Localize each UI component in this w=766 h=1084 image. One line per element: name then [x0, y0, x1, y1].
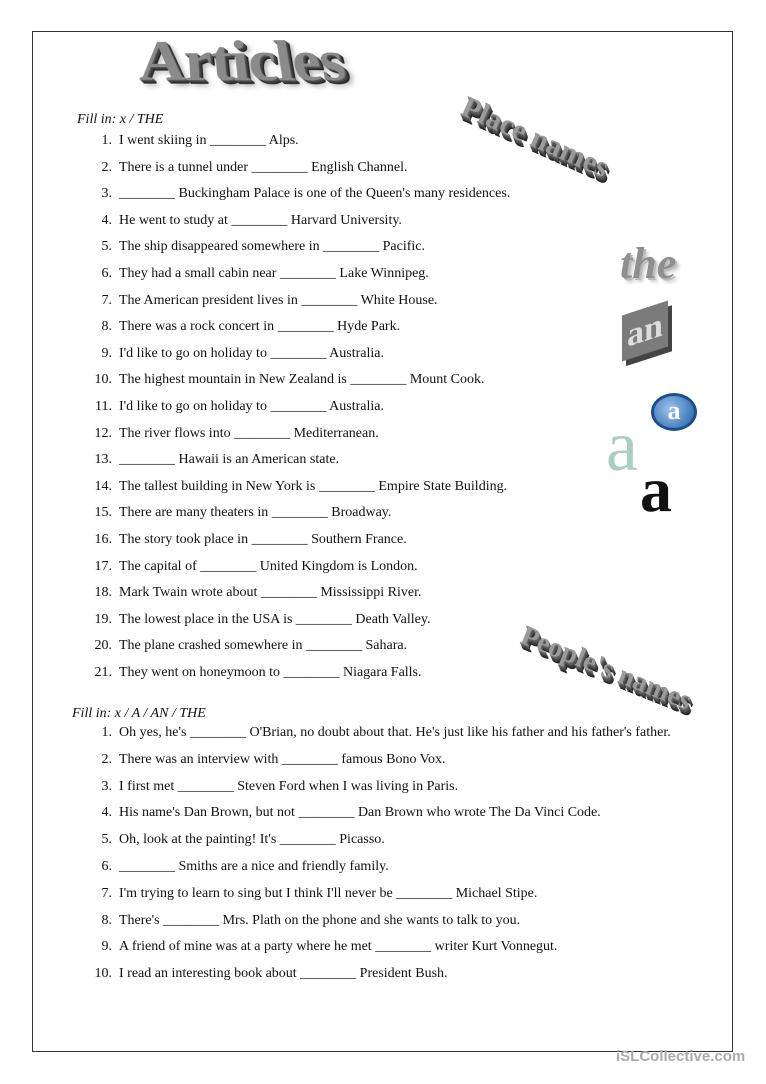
- an-wordart: an: [622, 301, 668, 362]
- exercise-item: 5. The ship disappeared somewhere in ________ Pacific.: [101, 239, 425, 255]
- exercise-sentence: The ship disappeared somewhere in ________ Pacific.: [119, 239, 425, 255]
- exercise-item: 8. There's ________ Mrs. Plath on the phone and she wants to talk to you.: [101, 912, 521, 928]
- section1-instruction: Fill in: x / THE: [77, 112, 164, 127]
- exercise-item: 16. The story took place in ________ Southern France.: [94, 531, 407, 547]
- peoples-names-wordart: People's names: [516, 620, 697, 717]
- exercise-sentence: ________ Hawaii is an American state.: [119, 452, 340, 468]
- exercise-item: 13. ________ Hawaii is an American state.: [94, 452, 340, 468]
- exercise-sentence: There is a tunnel under ________ English Channel.: [119, 159, 408, 175]
- exercise-item: 6. ________ Smiths are a nice and friendly family.: [101, 858, 389, 874]
- exercise-sentence: I'm trying to learn to sing but I think I'll never be ________ Michael Stipe.: [119, 885, 538, 901]
- exercise-item: 10. I read an interesting book about ________ President Bush.: [94, 966, 448, 982]
- exercise-sentence: There was a rock concert in ________ Hyde Park.: [119, 319, 401, 335]
- exercise-sentence: The American president lives in ________ White House.: [119, 292, 438, 308]
- page-title: Articles: [139, 29, 351, 95]
- a-letter-icon: a: [651, 393, 697, 431]
- exercise-sentence: There's ________ Mrs. Plath on the phone and she wants to talk to you.: [119, 912, 521, 928]
- exercise-sentence: They had a small cabin near ________ Lake Winnipeg.: [119, 265, 429, 281]
- exercise-item: 11. I'd like to go on holiday to ________ Australia.: [95, 398, 384, 414]
- exercise-item: 3. I first met ________ Steven Ford when I was living in Paris.: [101, 778, 459, 794]
- exercise-sentence: I first met ________ Steven Ford when I was living in Paris.: [119, 778, 459, 794]
- exercise-item: 7. I'm trying to learn to sing but I think I'll never be ________ Michael Stipe.: [101, 885, 538, 901]
- exercise-item: 15. There are many theaters in ________ Broadway.: [94, 505, 392, 521]
- exercise-sentence: There are many theaters in ________ Broadway.: [119, 505, 392, 521]
- exercise-item: 17. The capital of ________ United Kingdom is London.: [94, 558, 418, 574]
- a-dark-wordart: a: [640, 454, 672, 525]
- exercise-item: 18. Mark Twain wrote about ________ Mississippi River.: [94, 585, 422, 601]
- exercise-sentence: Oh, look at the painting! It's ________ Picasso.: [119, 832, 385, 848]
- exercise-sentence: The lowest place in the USA is ________ Death Valley.: [119, 611, 431, 627]
- exercise-item: 20. The plane crashed somewhere in ________ Sahara.: [94, 638, 408, 654]
- exercise-sentence: The highest mountain in New Zealand is ________ Mount Cook.: [119, 372, 485, 388]
- exercise-sentence: The capital of ________ United Kingdom is London.: [119, 558, 418, 574]
- exercise-item: 19. The lowest place in the USA is ________ Death Valley.: [94, 611, 431, 627]
- the-wordart: the: [620, 239, 677, 288]
- exercise-sentence: I'd like to go on holiday to ________ Australia.: [119, 398, 384, 414]
- exercise-sentence: He went to study at ________ Harvard University.: [119, 212, 402, 228]
- exercise-item: 7. The American president lives in ________ White House.: [101, 292, 438, 308]
- exercise-item: 8. There was a rock concert in ________ Hyde Park.: [101, 319, 401, 335]
- site-watermark: iSLCollective.com: [616, 1048, 746, 1065]
- place-names-wordart: Place names: [456, 90, 614, 185]
- exercise-sentence: I read an interesting book about ________ President Bush.: [119, 966, 448, 982]
- section2-instruction: Fill in: x / A / AN / THE: [72, 706, 206, 721]
- exercise-item: 10. The highest mountain in New Zealand is ________ Mount Cook.: [94, 372, 485, 388]
- exercise-item: 1. Oh yes, he's ________ O'Brian, no doubt about that. He's just like his father and his father's father.: [101, 725, 671, 740]
- exercise-item: 4. His name's Dan Brown, but not ________ Dan Brown who wrote The Da Vinci Code.: [101, 805, 601, 821]
- exercise-sentence: Mark Twain wrote about ________ Mississippi River.: [119, 585, 422, 601]
- exercise-sentence: ________ Buckingham Palace is one of the Queen's many residences.: [119, 186, 511, 202]
- exercise-sentence: The river flows into ________ Mediterranean.: [119, 425, 379, 441]
- exercise-sentence: The plane crashed somewhere in ________ Sahara.: [119, 638, 408, 654]
- exercise-item: 9. I'd like to go on holiday to ________ Australia.: [101, 345, 384, 361]
- exercise-item: 6. They had a small cabin near ________ Lake Winnipeg.: [101, 265, 429, 281]
- exercise-item: 14. The tallest building in New York is ________ Empire State Building.: [94, 478, 508, 494]
- exercise-sentence: A friend of mine was at a party where he met ________ writer Kurt Vonnegut.: [119, 939, 558, 955]
- exercise-sentence: I'd like to go on holiday to ________ Australia.: [119, 345, 384, 361]
- exercise-item: 3. ________ Buckingham Palace is one of the Queen's many residences.: [101, 186, 511, 202]
- exercise-item: 12. The river flows into ________ Mediterranean.: [94, 425, 379, 441]
- exercise-item: 2. There was an interview with ________ famous Bono Vox.: [101, 751, 446, 767]
- exercise-item: 9. A friend of mine was at a party where he met ________ writer Kurt Vonnegut.: [101, 939, 558, 955]
- section1-exercise-list: [0, 128, 510, 686]
- exercise-sentence: The tallest building in New York is ________ Empire State Building.: [119, 478, 508, 494]
- a-light-wordart: a: [606, 406, 638, 486]
- section2-exercise-list: [0, 720, 699, 988]
- exercise-sentence: The story took place in ________ Southern France.: [119, 531, 407, 547]
- exercise-item: 5. Oh, look at the painting! It's ________ Picasso.: [101, 832, 385, 848]
- exercise-sentence: His name's Dan Brown, but not ________ Dan Brown who wrote The Da Vinci Code.: [119, 805, 601, 821]
- exercise-item: 1. I went skiing in ________ Alps.: [101, 133, 299, 148]
- exercise-sentence: I went skiing in ________ Alps.: [119, 133, 299, 148]
- exercise-sentence: They went on honeymoon to ________ Niagara Falls.: [119, 664, 422, 680]
- exercise-sentence: There was an interview with ________ famous Bono Vox.: [119, 751, 446, 767]
- exercise-sentence: ________ Smiths are a nice and friendly family.: [119, 858, 389, 874]
- exercise-sentence: Oh yes, he's ________ O'Brian, no doubt about that. He's just like his father and his father's father.: [119, 725, 671, 740]
- exercise-item: 21. They went on honeymoon to ________ Niagara Falls.: [94, 664, 422, 680]
- exercise-item: 4. He went to study at ________ Harvard University.: [101, 212, 402, 228]
- exercise-item: 2. There is a tunnel under ________ English Channel.: [101, 159, 408, 175]
